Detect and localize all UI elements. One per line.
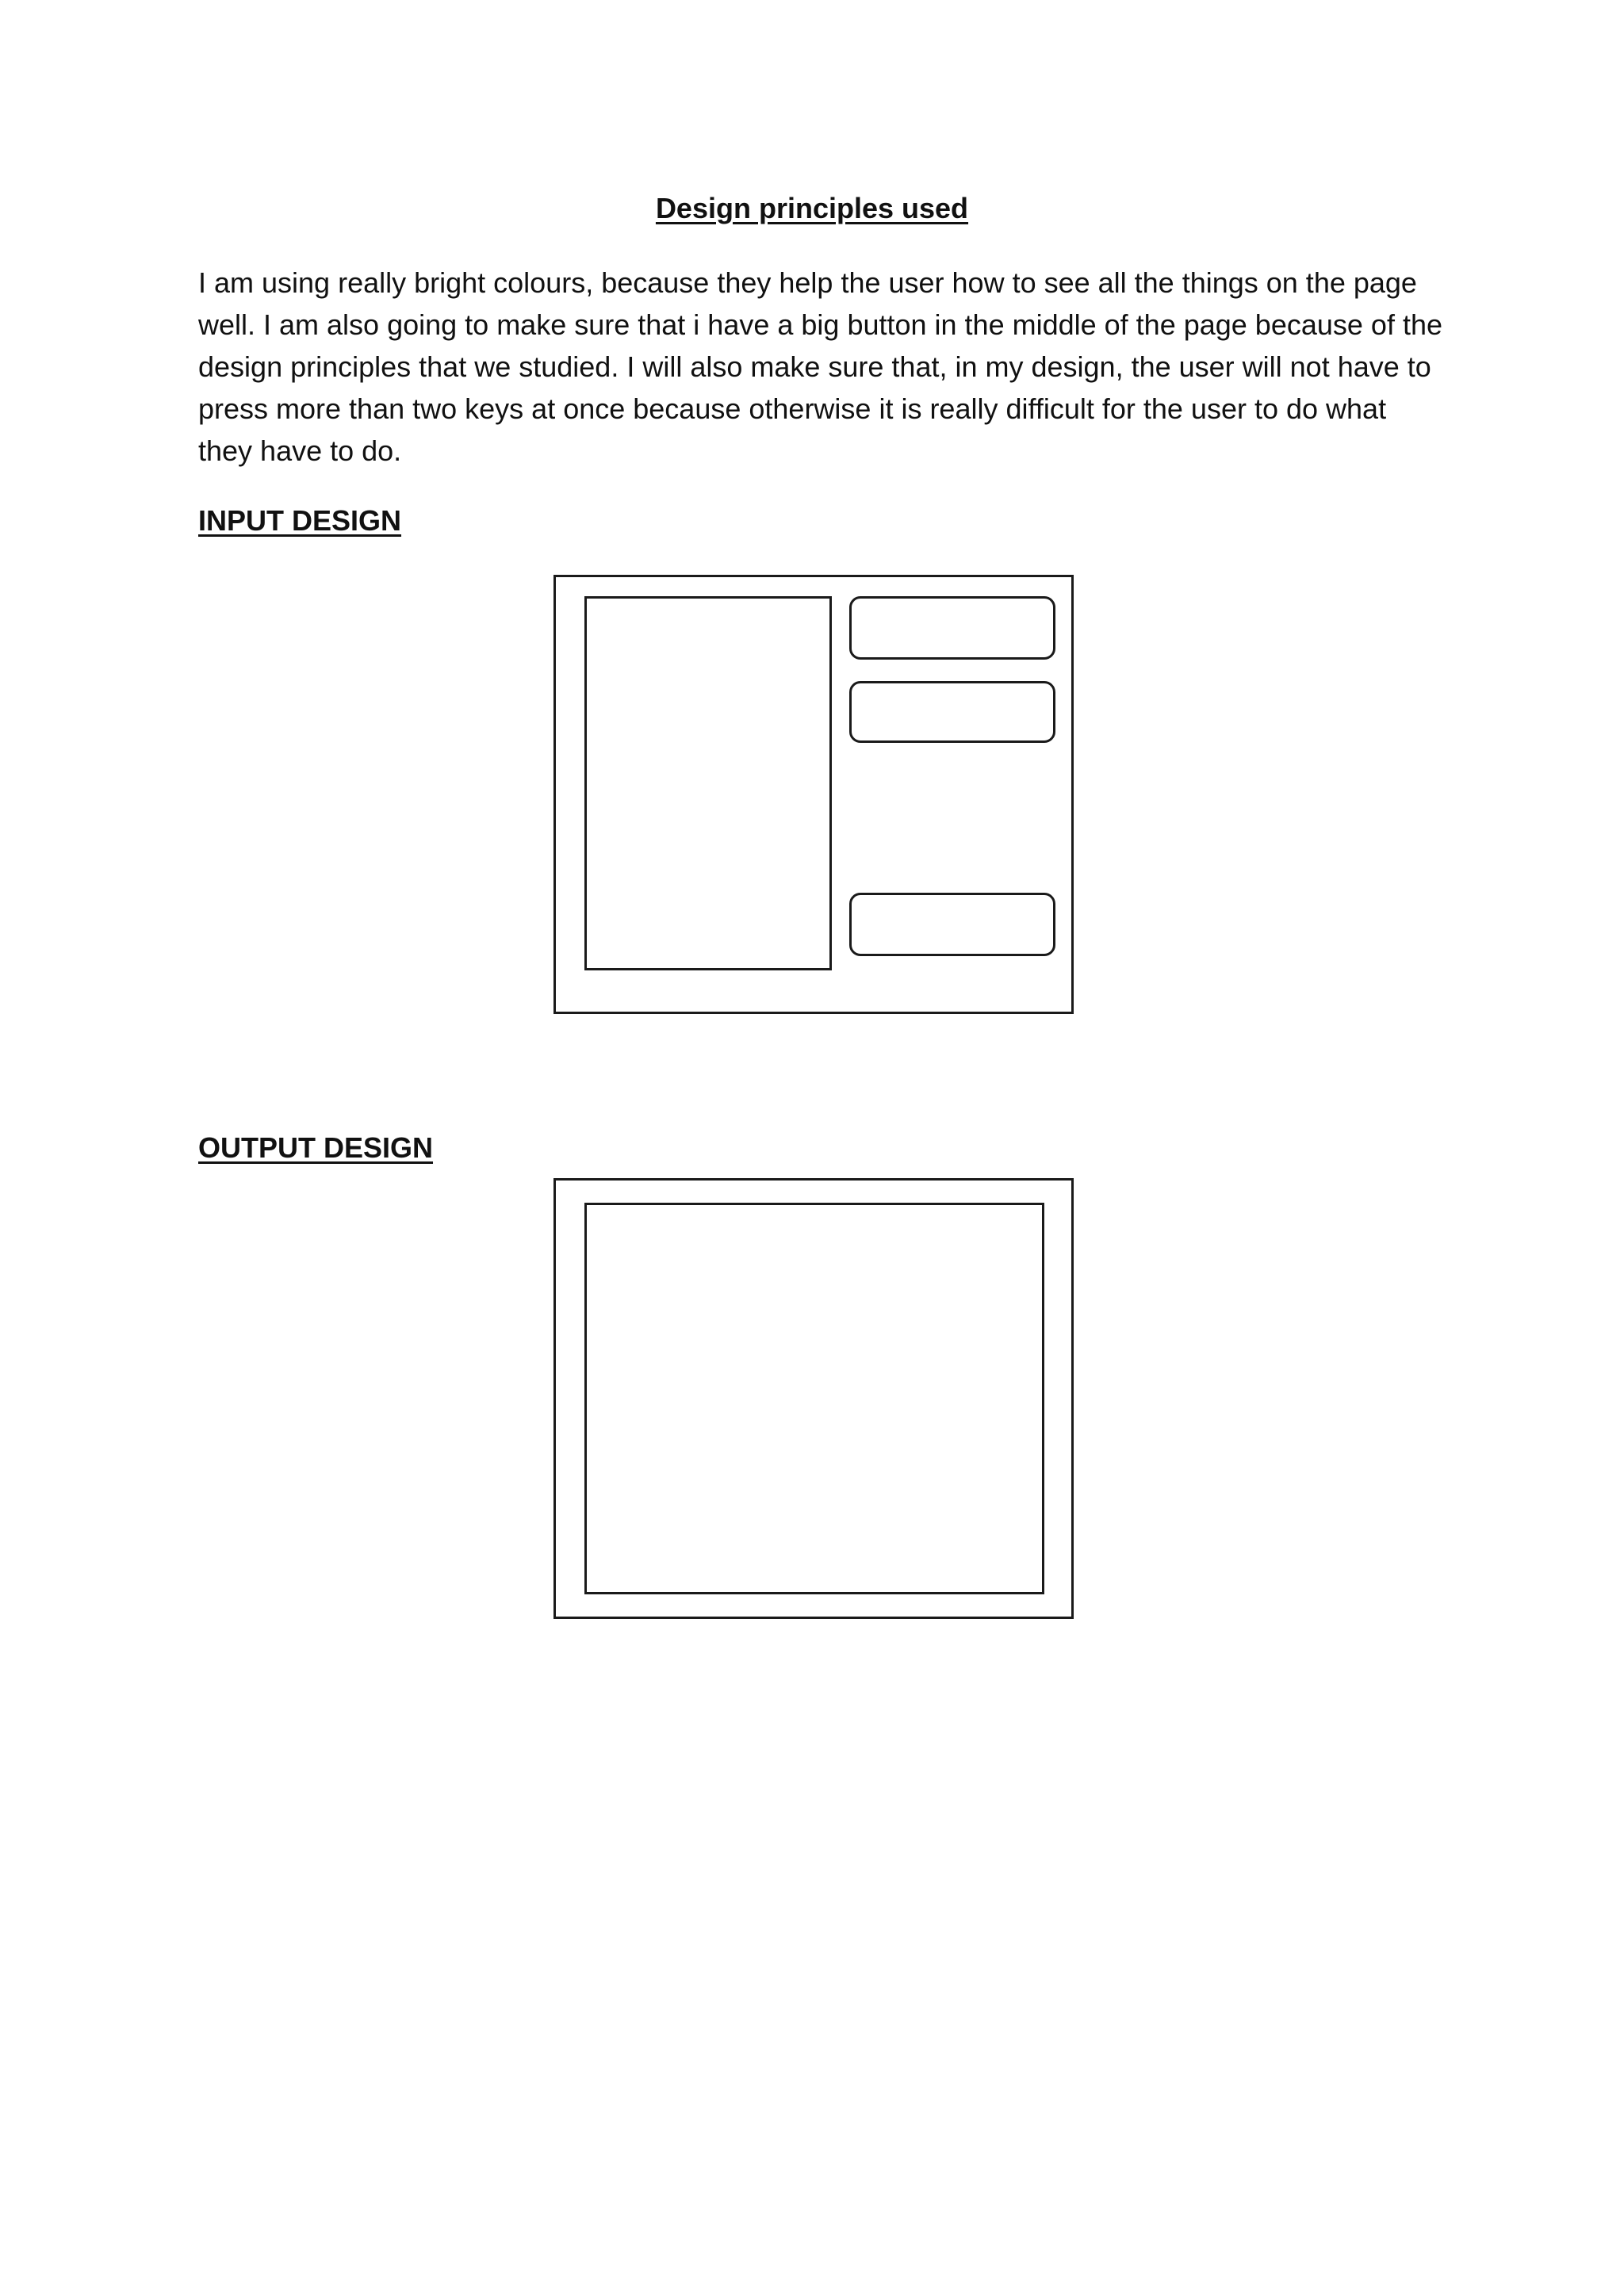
output-design-heading: OUTPUT DESIGN bbox=[198, 1131, 434, 1164]
page-title: Design principles used bbox=[655, 192, 969, 224]
output-display-panel bbox=[584, 1203, 1044, 1594]
body-paragraph: I am using really bright colours, because they help the user how to see all the things on the page well. I am also going to make sure that i have a big button in the middle of the page because of the design principles that we studied. I will also make sure that, in my design, the user will not have to press more than two keys at once because otherwise it is really difficult for the user to do what they have to do. bbox=[198, 266, 1442, 467]
output-design-wireframe bbox=[553, 1178, 1074, 1619]
wireframe-button-top bbox=[849, 596, 1055, 660]
input-design-wireframe bbox=[553, 575, 1074, 1014]
wireframe-button-second bbox=[849, 681, 1055, 743]
wireframe-button-bottom bbox=[849, 893, 1055, 956]
input-design-heading: INPUT DESIGN bbox=[198, 504, 402, 537]
input-display-panel bbox=[584, 596, 832, 970]
